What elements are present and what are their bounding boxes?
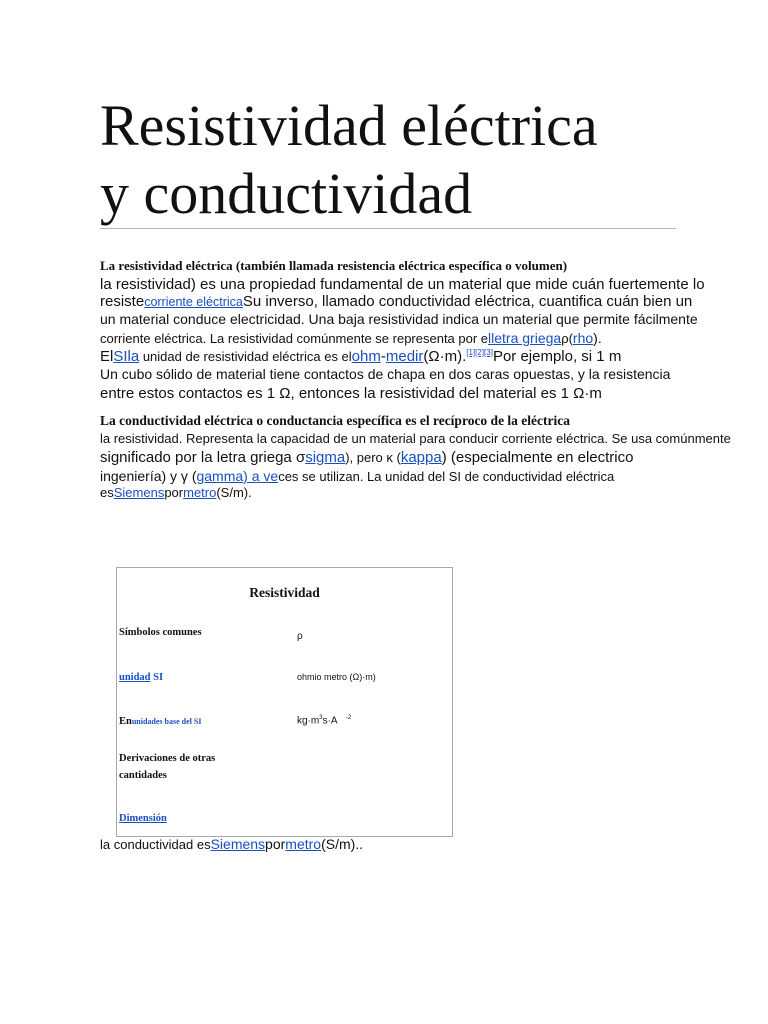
p2-line-3-text-b: ), pero κ (: [345, 450, 401, 465]
link-ohm[interactable]: ohm: [351, 348, 381, 365]
link-corriente-electrica[interactable]: corriente eléctrica: [144, 295, 243, 309]
resistivity-infobox: [116, 567, 453, 837]
link-medir[interactable]: medir: [385, 348, 424, 365]
link-metro[interactable]: metro: [183, 485, 217, 500]
footer-text-a: la conductividad es: [100, 837, 211, 852]
p2-line-3-text-a: significado por la letra griega σ: [100, 449, 306, 466]
link-siemens[interactable]: Siemens: [113, 485, 165, 500]
infobox-value-si-unit: ohmio metro (Ω)·m): [297, 672, 376, 682]
link-la[interactable]: la: [127, 348, 140, 365]
p2-line-3-text-c: ) (especialmente en electrico: [441, 449, 634, 466]
p1-line-8: entre estos contactos es 1 Ω, entonces la resistividad del material es 1 Ω·m: [100, 385, 602, 402]
p1-line-3-text-a: resiste: [100, 293, 145, 310]
link-references[interactable]: [1][2][3]: [466, 348, 493, 357]
p2-line-5-text-a: es: [100, 485, 114, 500]
p1-line-6: [100, 348, 621, 365]
base-units-b: s·A: [322, 715, 338, 727]
footer-text-c: (S/m)..: [321, 836, 364, 852]
infobox-label-base-units: [119, 713, 201, 730]
p2-line-1: La conductividad eléctrica o conductancia específica es el recíproco de la eléctrica: [100, 413, 571, 428]
p1-line-5: [100, 330, 602, 346]
infobox-label-symbols: Símbolos comunes: [119, 627, 202, 638]
link-dimension[interactable]: Dimensión: [119, 813, 167, 824]
p1-line-7: Un cubo sólido de material tiene contactos de chapa en dos caras opuestas, y la resistencia: [100, 366, 671, 382]
link-rho[interactable]: rho: [572, 330, 594, 346]
link-si[interactable]: SI: [113, 348, 128, 365]
p2-line-4-text-a: ingeniería) y γ (: [100, 468, 197, 484]
link-footer-metro[interactable]: metro: [285, 836, 322, 852]
infobox-title: Resistividad: [249, 585, 320, 600]
link-unidades-base-si[interactable]: unidades base del SI: [131, 717, 202, 726]
base-units-sup2: -2: [345, 715, 352, 721]
p1-line-4: un material conduce electricidad. Una baja resistividad indica un material que permite fácilmente: [100, 311, 698, 327]
link-letra-griega[interactable]: lletra griega: [488, 330, 562, 346]
infobox-value-base-units: [297, 715, 351, 726]
p2-line-4: [100, 468, 614, 484]
p1-line-3-text-b: Su inverso, llamado conductividad eléctrica, cuantifica cuán bien un: [242, 293, 693, 310]
p2-line-5: [100, 485, 252, 500]
p1-line-1: La resistividad eléctrica (también llamada resistencia eléctrica específica o volumen): [100, 258, 568, 273]
page-title: [100, 92, 680, 228]
infobox-label-base-units-prefix: En: [119, 716, 132, 727]
link-kappa[interactable]: kappa: [400, 449, 442, 466]
p1-line-6-text-b: unidad de resistividad eléctrica es el: [139, 349, 352, 364]
base-units-sup1: 3: [319, 715, 323, 721]
link-a-veces[interactable]: ) a ve: [243, 468, 279, 484]
infobox-label-dimension: [119, 810, 167, 827]
p1-line-3: [100, 293, 692, 310]
p1-line-5-text-c: ).: [593, 330, 602, 346]
infobox-label-si-unit-rest: SI: [150, 672, 164, 683]
p1-line-5-text-b: ρ(: [561, 331, 573, 346]
footer-line: [100, 836, 363, 852]
base-units-a: kg·m: [297, 715, 320, 727]
title-line-2: y conductividad: [100, 161, 473, 226]
infobox-value-symbol: ρ: [297, 631, 303, 642]
p2-line-5-text-b: por: [164, 485, 184, 500]
link-footer-siemens[interactable]: Siemens: [210, 836, 266, 852]
p2-line-4-text-b: ces se utilizan. La unidad del SI de conductividad eléctrica: [278, 469, 615, 484]
link-sigma[interactable]: sigma: [305, 449, 346, 466]
link-unidad[interactable]: unidad: [119, 672, 151, 683]
infobox-label-si-unit: [119, 669, 163, 686]
p1-line-6-text-e: Por ejemplo, si 1 m: [492, 348, 622, 365]
footer-text-b: por: [265, 836, 286, 852]
p2-line-2: la resistividad. Representa la capacidad de un material para conducir corriente eléctrica. Se usa comúnmente: [100, 431, 731, 446]
p1-line-6-text-a: El: [100, 348, 114, 365]
p1-line-6-text-d: (Ω·m).: [423, 348, 467, 365]
title-line-1: Resistividad eléctrica: [100, 93, 598, 158]
p2-line-3: [100, 449, 633, 466]
p1-line-5-text-a: corriente eléctrica. La resistividad comúnmente se representa por e: [100, 331, 489, 346]
p1-line-2: la resistividad) es una propiedad fundamental de un material que mide cuán fuertemente lo: [100, 276, 705, 293]
infobox-label-derivations: Derivaciones de otras cantidades: [119, 753, 216, 781]
p1-line-6-dash: -: [380, 348, 386, 365]
title-divider: [100, 228, 676, 229]
link-gamma[interactable]: gamma: [196, 468, 244, 484]
p2-line-5-text-c: (S/m).: [216, 485, 252, 500]
